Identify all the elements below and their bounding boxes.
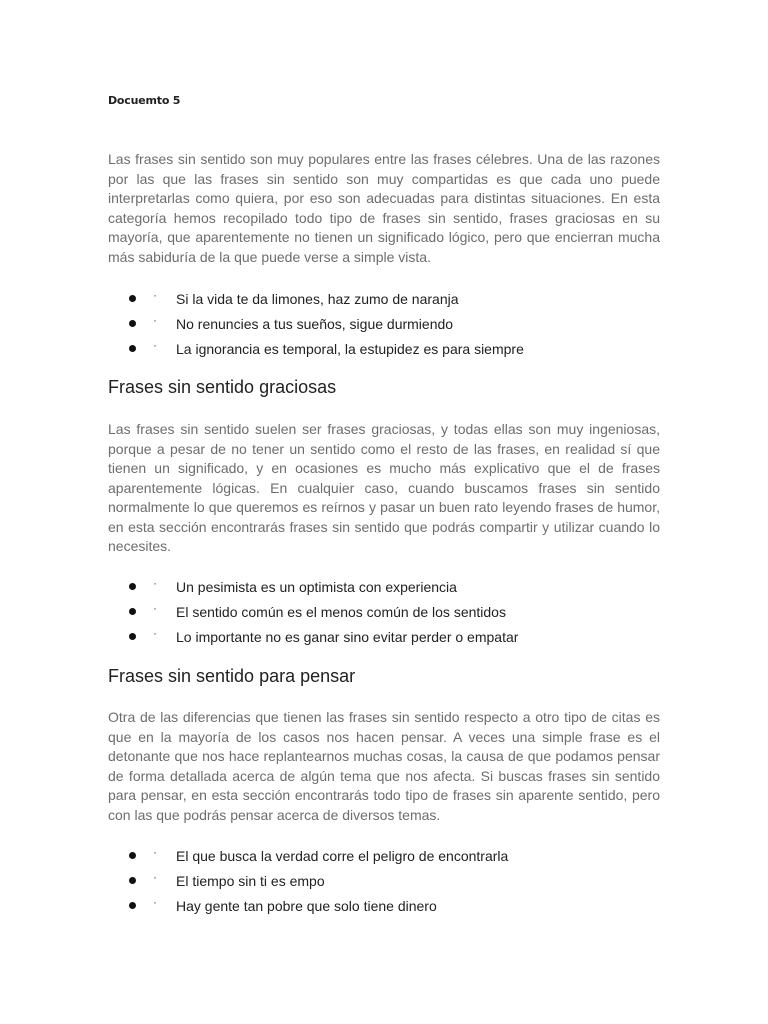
list-item <box>0 340 768 365</box>
bullet-list-intro <box>0 290 768 365</box>
bullet-list-pensar <box>0 847 768 922</box>
intro-paragraph: Las frases sin sentido son muy populares entre las frases célebres. Una de las razones por las que las frases sin sentido son muy compartidas es que cada uno puede interpretarlas como quiera, por eso son adecuadas para distintas situaciones. En esta categoría hemos recopilado todo tipo de frases sin sentido, frases graciosas en su mayoría, que aparentemente no tienen un significado lógico, pero que encierran mucha más sabiduría de la que puede verse a simple vista. <box>108 151 660 265</box>
list-item <box>0 897 768 922</box>
bullet-marker: · <box>153 338 157 352</box>
list-item-text: El tiempo sin ti es empo <box>176 873 325 889</box>
section-paragraph-graciosas: Las frases sin sentido suelen ser frases graciosas, y todas ellas son muy ingeniosas, porque a pesar de no tener un sentido como el resto de las frases, en realidad sí que tienen un significado, y en ocasiones es mucho más explicativo que el de frases aparentemente lógicas. En cualquier caso, cuando buscamos frases sin sentido normalmente lo que queremos es reírnos y pasar un buen rato leyendo frases de humor, en esta sección encontrarás frases sin sentido que podrás compartir y utilizar cuando lo necesites. <box>108 421 660 554</box>
document-title: Docuemto 5 <box>108 94 181 107</box>
bullet-icon <box>129 583 136 590</box>
bullet-marker: · <box>153 288 157 302</box>
list-item-text: La ignorancia es temporal, la estupidez es para siempre <box>176 341 524 357</box>
list-item-text: El sentido común es el menos común de los sentidos <box>176 604 506 620</box>
list-item <box>0 603 768 628</box>
list-item <box>0 872 768 897</box>
list-item <box>0 847 768 872</box>
list-item-text: Lo importante no es ganar sino evitar perder o empatar <box>176 629 519 645</box>
bullet-icon <box>129 633 136 640</box>
bullet-icon <box>129 345 136 352</box>
bullet-icon <box>129 320 136 327</box>
list-item <box>0 315 768 340</box>
list-item-text: No renuncies a tus sueños, sigue durmiendo <box>176 316 454 332</box>
section-heading-graciosas: Frases sin sentido graciosas <box>108 377 337 397</box>
list-item-text: Si la vida te da limones, haz zumo de naranja <box>176 291 459 307</box>
bullet-marker: · <box>153 895 157 909</box>
bullet-icon <box>129 295 136 302</box>
bullet-list-graciosas <box>0 578 768 653</box>
bullet-marker: · <box>153 870 157 884</box>
bullet-marker: · <box>153 601 157 615</box>
bullet-marker: · <box>153 626 157 640</box>
list-item <box>0 628 768 653</box>
section-heading-pensar: Frases sin sentido para pensar <box>108 666 356 686</box>
bullet-marker: · <box>153 845 157 859</box>
bullet-icon <box>129 852 136 859</box>
bullet-marker: · <box>153 313 157 327</box>
section-paragraph-pensar: Otra de las diferencias que tienen las frases sin sentido respecto a otro tipo de citas es que en la mayoría de los casos nos hacen pensar. A veces una simple frase es el detonante que nos hace replantearnos muchas cosas, la causa de que podamos pensar de forma detallada acerca de algún tema que nos afecta. Si buscas frases sin sentido para pensar, en esta sección encontrarás todo tipo de frases sin aparente sentido, pero con las que podrás pensar acerca de diversos temas. <box>108 709 660 823</box>
bullet-icon <box>129 902 136 909</box>
list-item-text: Un pesimista es un optimista con experiencia <box>176 579 457 595</box>
bullet-marker: · <box>153 576 157 590</box>
list-item-text: Hay gente tan pobre que solo tiene dinero <box>176 898 437 914</box>
list-item <box>0 290 768 315</box>
list-item-text: El que busca la verdad corre el peligro de encontrarla <box>176 848 509 864</box>
list-item <box>0 578 768 603</box>
bullet-icon <box>129 877 136 884</box>
bullet-icon <box>129 608 136 615</box>
